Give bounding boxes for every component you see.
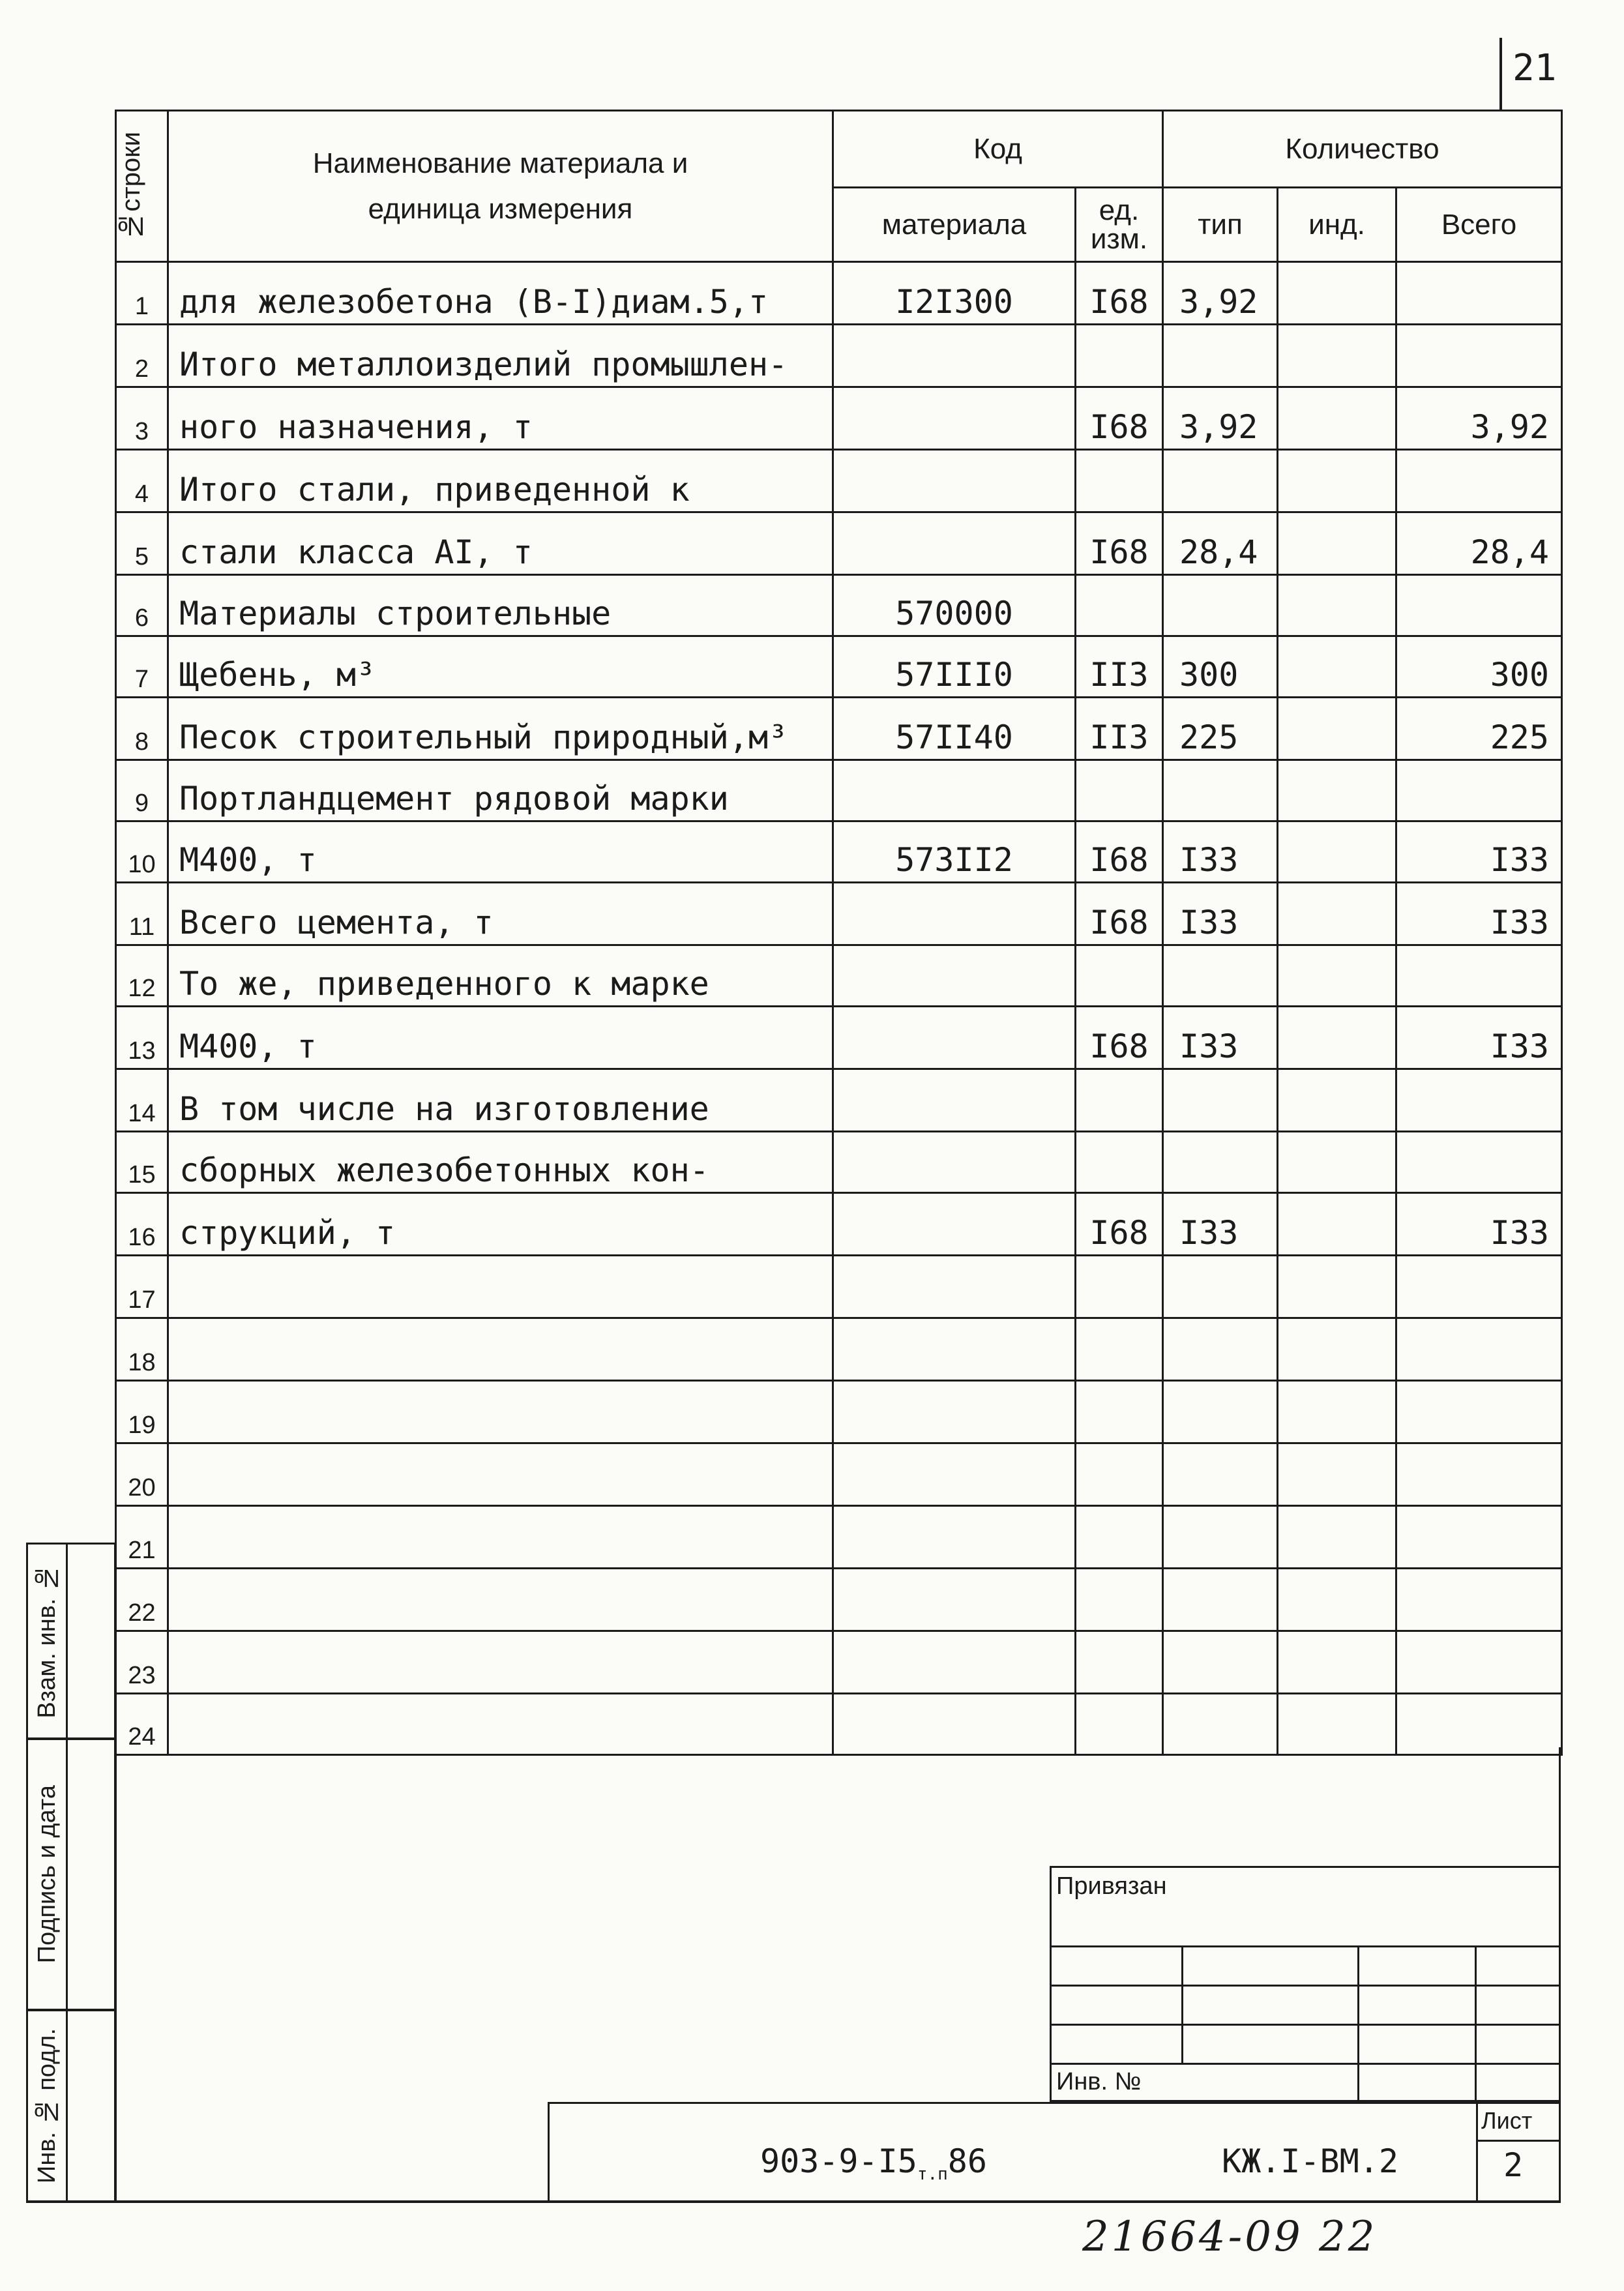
table-row — [116, 1318, 1562, 1381]
qty-ind — [1278, 1193, 1396, 1256]
unit-code — [1076, 325, 1163, 387]
qty-ind — [1278, 262, 1396, 325]
qty-total: I33 — [1396, 821, 1562, 883]
qty-type: 3,92 — [1163, 387, 1278, 450]
qty-ind — [1278, 1256, 1396, 1318]
qty-type: 300 — [1163, 636, 1278, 698]
code-unit-header: ед. изм. — [1076, 188, 1163, 262]
qty-total: 225 — [1396, 698, 1562, 760]
table-row — [116, 325, 1562, 387]
qty-total — [1396, 1069, 1562, 1132]
qty-type — [1163, 760, 1278, 821]
material-code — [833, 760, 1076, 821]
qty-type — [1163, 1506, 1278, 1569]
material-code — [833, 1007, 1076, 1069]
material-name: ного назначения, т — [168, 387, 833, 450]
binding-row-line — [1050, 1945, 1561, 1947]
qty-type — [1163, 1132, 1278, 1193]
qty-type: I33 — [1163, 883, 1278, 945]
row-number: 5 — [116, 512, 168, 575]
material-name — [168, 1506, 833, 1569]
material-name — [168, 1318, 833, 1381]
qty-type: I33 — [1163, 821, 1278, 883]
title-block — [548, 2102, 1561, 2202]
row-number: 6 — [116, 575, 168, 636]
qty-total-header: Всего — [1396, 188, 1562, 262]
sheet-label: Лист — [1481, 2107, 1533, 2134]
row-number: 4 — [116, 450, 168, 512]
material-code — [833, 450, 1076, 512]
row-number: 8 — [116, 698, 168, 760]
material-name: Материалы строительные — [168, 575, 833, 636]
title-block-divider — [1476, 2140, 1561, 2142]
qty-type — [1163, 575, 1278, 636]
qty-total — [1396, 1132, 1562, 1193]
qty-total — [1396, 1694, 1562, 1755]
qty-ind — [1278, 1007, 1396, 1069]
row-number: 18 — [116, 1318, 168, 1381]
table-row — [116, 698, 1562, 760]
unit-code: I68 — [1076, 1007, 1163, 1069]
row-number: 10 — [116, 821, 168, 883]
quantity-header: Количество — [1163, 111, 1562, 188]
qty-total: 3,92 — [1396, 387, 1562, 450]
table-row — [116, 450, 1562, 512]
qty-type — [1163, 1443, 1278, 1506]
material-name: Щебень, м³ — [168, 636, 833, 698]
margin-replace-inv: Взам. инв. № — [26, 1543, 116, 1739]
qty-type — [1163, 325, 1278, 387]
page-number-divider — [1499, 38, 1502, 111]
qty-ind — [1278, 1318, 1396, 1381]
row-number: 3 — [116, 387, 168, 450]
unit-code — [1076, 1569, 1163, 1631]
name-header: Наименование материала и единица измерения — [168, 111, 833, 262]
material-code: 57III0 — [833, 636, 1076, 698]
unit-code — [1076, 1132, 1163, 1193]
margin-signature-date: Подпись и дата — [26, 1738, 116, 2011]
material-code — [833, 1694, 1076, 1755]
material-code — [833, 1506, 1076, 1569]
qty-total: I33 — [1396, 1007, 1562, 1069]
table-row — [116, 262, 1562, 325]
qty-type-header: тип — [1163, 188, 1278, 262]
material-name — [168, 1256, 833, 1318]
unit-code: I68 — [1076, 387, 1163, 450]
qty-ind — [1278, 760, 1396, 821]
row-number: 23 — [116, 1631, 168, 1694]
qty-total — [1396, 575, 1562, 636]
qty-total — [1396, 325, 1562, 387]
qty-total — [1396, 1506, 1562, 1569]
qty-total — [1396, 1381, 1562, 1443]
material-name — [168, 1631, 833, 1694]
unit-code: II3 — [1076, 698, 1163, 760]
unit-code: I68 — [1076, 512, 1163, 575]
material-code: 570000 — [833, 575, 1076, 636]
unit-code: I68 — [1076, 821, 1163, 883]
material-name: струкций, т — [168, 1193, 833, 1256]
binding-col-line — [1181, 1945, 1183, 2063]
row-number: 15 — [116, 1132, 168, 1193]
row-number: 7 — [116, 636, 168, 698]
qty-ind — [1278, 325, 1396, 387]
row-number: 14 — [116, 1069, 168, 1132]
row-number: 1 — [116, 262, 168, 325]
unit-code: I68 — [1076, 262, 1163, 325]
material-code — [833, 387, 1076, 450]
material-code — [833, 1631, 1076, 1694]
binding-col-line — [1475, 1945, 1477, 2102]
table-row — [116, 1007, 1562, 1069]
unit-code — [1076, 1256, 1163, 1318]
unit-code — [1076, 1069, 1163, 1132]
qty-total: 28,4 — [1396, 512, 1562, 575]
qty-total: I33 — [1396, 1193, 1562, 1256]
material-name: Итого металлоизделий промышлен- — [168, 325, 833, 387]
row-number: 16 — [116, 1193, 168, 1256]
qty-ind — [1278, 821, 1396, 883]
unit-code: I68 — [1076, 1193, 1163, 1256]
qty-ind — [1278, 1381, 1396, 1443]
table-row — [116, 512, 1562, 575]
material-name: для железобетона (В-I)диам.5,т — [168, 262, 833, 325]
row-number: 19 — [116, 1381, 168, 1443]
qty-ind — [1278, 450, 1396, 512]
qty-type: 3,92 — [1163, 262, 1278, 325]
qty-total — [1396, 1443, 1562, 1506]
material-code — [833, 512, 1076, 575]
qty-type — [1163, 1381, 1278, 1443]
qty-type — [1163, 450, 1278, 512]
binding-row-line — [1050, 2024, 1561, 2026]
material-name — [168, 1569, 833, 1631]
table-row — [116, 1069, 1562, 1132]
qty-ind — [1278, 1694, 1396, 1755]
material-name: Песок строительный природный,м³ — [168, 698, 833, 760]
material-code — [833, 1318, 1076, 1381]
qty-ind — [1278, 1132, 1396, 1193]
qty-ind — [1278, 1506, 1396, 1569]
material-code — [833, 1256, 1076, 1318]
unit-code — [1076, 450, 1163, 512]
qty-ind — [1278, 1069, 1396, 1132]
qty-ind — [1278, 575, 1396, 636]
unit-code — [1076, 1506, 1163, 1569]
qty-ind — [1278, 945, 1396, 1007]
table-row — [116, 1506, 1562, 1569]
table-row — [116, 821, 1562, 883]
unit-code — [1076, 760, 1163, 821]
table-row — [116, 1443, 1562, 1506]
inv-no-label: Инв. № — [1056, 2068, 1142, 2095]
material-name: Портландцемент рядовой марки — [168, 760, 833, 821]
qty-ind-header: инд. — [1278, 188, 1396, 262]
table-row — [116, 1193, 1562, 1256]
qty-ind — [1278, 1569, 1396, 1631]
material-code — [833, 1443, 1076, 1506]
binding-col-line — [1357, 1945, 1359, 2102]
title-block-divider — [1476, 2102, 1478, 2202]
material-name: М400, т — [168, 821, 833, 883]
qty-total: 300 — [1396, 636, 1562, 698]
sheet-number: 2 — [1503, 2146, 1524, 2184]
qty-ind — [1278, 883, 1396, 945]
margin-inv-original: Инв. № подл. — [26, 2009, 116, 2202]
unit-code — [1076, 1694, 1163, 1755]
table-row — [116, 1381, 1562, 1443]
unit-code — [1076, 1631, 1163, 1694]
material-code: I2I300 — [833, 262, 1076, 325]
binding-row-line — [1050, 1985, 1561, 1987]
row-number-header: №строки — [116, 111, 168, 262]
table-row — [116, 636, 1562, 698]
qty-ind — [1278, 698, 1396, 760]
qty-total — [1396, 760, 1562, 821]
qty-total — [1396, 1256, 1562, 1318]
material-code — [833, 1381, 1076, 1443]
qty-ind — [1278, 1631, 1396, 1694]
qty-total — [1396, 1569, 1562, 1631]
handwritten-archive-number: 21664-09 22 — [1082, 2213, 1378, 2261]
table-row — [116, 1694, 1562, 1755]
qty-total — [1396, 1318, 1562, 1381]
sheet-code: КЖ.I-ВМ.2 — [1222, 2142, 1398, 2180]
table-row — [116, 575, 1562, 636]
project-code: $903-9-I5_{т.п}86$ — [760, 2142, 988, 2184]
qty-type — [1163, 1694, 1278, 1755]
material-name: Всего цемента, т — [168, 883, 833, 945]
binding-stamp — [1050, 1866, 1561, 2102]
qty-type — [1163, 945, 1278, 1007]
qty-ind — [1278, 387, 1396, 450]
unit-code — [1076, 945, 1163, 1007]
qty-type: I33 — [1163, 1193, 1278, 1256]
table-row — [116, 1569, 1562, 1631]
material-code: 57II40 — [833, 698, 1076, 760]
material-code — [833, 1132, 1076, 1193]
qty-total — [1396, 450, 1562, 512]
page-number: 21 — [1513, 47, 1557, 89]
qty-type: I33 — [1163, 1007, 1278, 1069]
row-number: 13 — [116, 1007, 168, 1069]
material-name: сборных железобетонных кон- — [168, 1132, 833, 1193]
row-number: 9 — [116, 760, 168, 821]
qty-total — [1396, 945, 1562, 1007]
table-row — [116, 1631, 1562, 1694]
qty-ind — [1278, 512, 1396, 575]
code-material-header: материала — [833, 188, 1076, 262]
material-name: М400, т — [168, 1007, 833, 1069]
code-header: Код — [833, 111, 1163, 188]
material-code — [833, 1193, 1076, 1256]
material-code: 573II2 — [833, 821, 1076, 883]
unit-code — [1076, 1381, 1163, 1443]
qty-ind — [1278, 1443, 1396, 1506]
material-name — [168, 1381, 833, 1443]
qty-total — [1396, 1631, 1562, 1694]
qty-type — [1163, 1256, 1278, 1318]
qty-total — [1396, 262, 1562, 325]
unit-code: I68 — [1076, 883, 1163, 945]
table-row — [116, 760, 1562, 821]
row-number: 24 — [116, 1694, 168, 1755]
material-code — [833, 1069, 1076, 1132]
qty-total: I33 — [1396, 883, 1562, 945]
frame-left-line — [115, 1747, 117, 2202]
material-code — [833, 945, 1076, 1007]
bound-to-label: Привязан — [1056, 1872, 1167, 1900]
unit-code — [1076, 1318, 1163, 1381]
table-row — [116, 1132, 1562, 1193]
material-name — [168, 1443, 833, 1506]
material-code — [833, 325, 1076, 387]
binding-row-line — [1050, 2063, 1561, 2065]
material-code — [833, 1569, 1076, 1631]
qty-type — [1163, 1069, 1278, 1132]
row-number: 11 — [116, 883, 168, 945]
row-number: 22 — [116, 1569, 168, 1631]
table-row — [116, 387, 1562, 450]
qty-type: 28,4 — [1163, 512, 1278, 575]
qty-type: 225 — [1163, 698, 1278, 760]
row-number: 17 — [116, 1256, 168, 1318]
material-name: Итого стали, приведенной к — [168, 450, 833, 512]
row-number: 20 — [116, 1443, 168, 1506]
materials-table — [115, 110, 1563, 1756]
material-name — [168, 1694, 833, 1755]
unit-code — [1076, 1443, 1163, 1506]
row-number: 2 — [116, 325, 168, 387]
qty-type — [1163, 1569, 1278, 1631]
table-row — [116, 1256, 1562, 1318]
row-number: 12 — [116, 945, 168, 1007]
row-number: 21 — [116, 1506, 168, 1569]
material-code — [833, 883, 1076, 945]
qty-ind — [1278, 636, 1396, 698]
unit-code: II3 — [1076, 636, 1163, 698]
material-name: То же, приведенного к марке — [168, 945, 833, 1007]
qty-type — [1163, 1318, 1278, 1381]
table-row — [116, 945, 1562, 1007]
qty-type — [1163, 1631, 1278, 1694]
material-name: В том числе на изготовление — [168, 1069, 833, 1132]
unit-code — [1076, 575, 1163, 636]
material-name: стали класса AI, т — [168, 512, 833, 575]
table-row — [116, 883, 1562, 945]
